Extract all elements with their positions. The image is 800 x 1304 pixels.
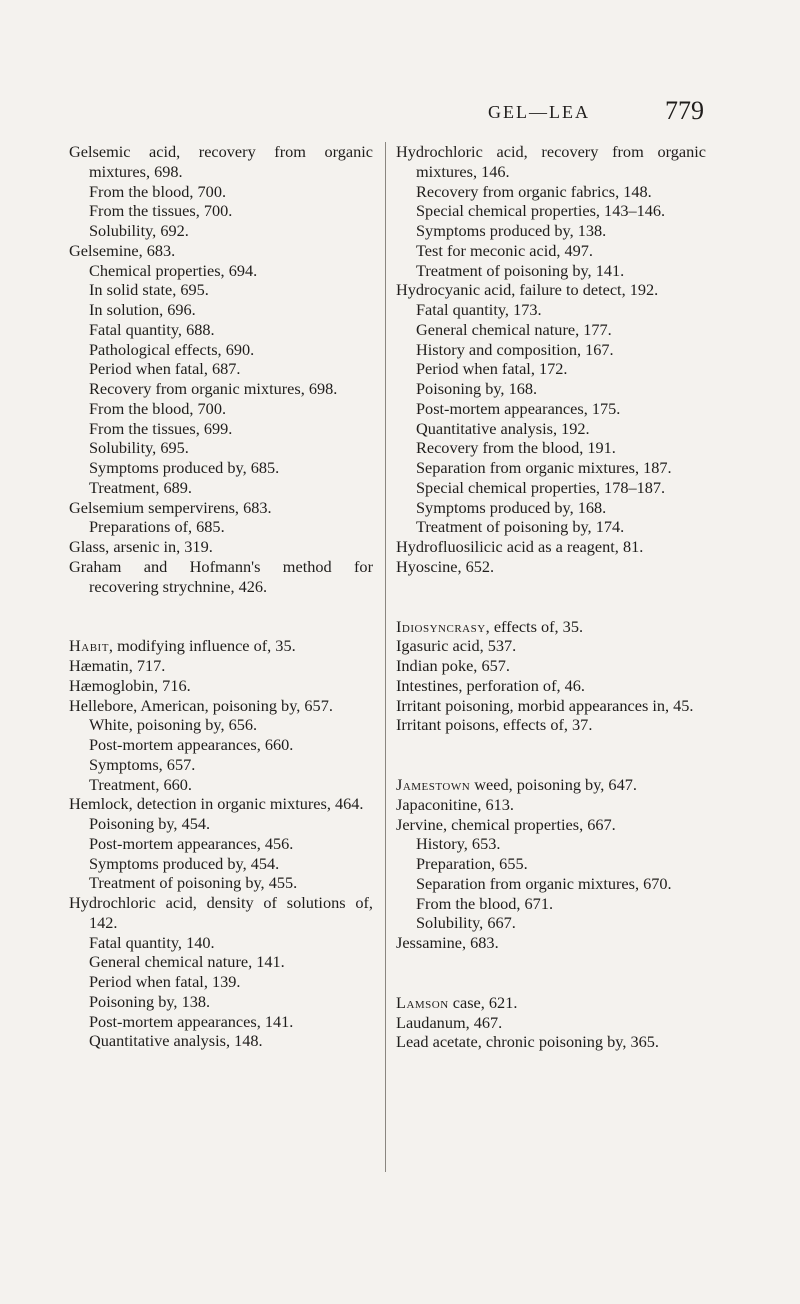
- index-entry-text: Poisoning by, 454.: [89, 814, 211, 833]
- index-entry-text: Treatment, 660.: [89, 774, 192, 794]
- index-entry-text: Post-mortem appearances, 660.: [89, 735, 294, 754]
- index-entry: [69, 656, 373, 676]
- index-entry-text: weed, poisoning by, 647.: [470, 775, 637, 794]
- index-subentry: [69, 952, 373, 972]
- index-entry-text: From the tissues, 700.: [89, 201, 233, 221]
- index-entry-text: White, poisoning by, 656.: [89, 715, 258, 735]
- index-entry-text: Hydrochloric acid, density of solutions of, 142.: [69, 893, 373, 932]
- index-entry-text: Poisoning by, 138.: [89, 991, 211, 1011]
- index-subentry: [396, 241, 706, 261]
- index-subentry: [69, 359, 373, 379]
- index-subentry: [396, 874, 706, 894]
- index-subentry: [396, 913, 706, 933]
- running-title: GEL—LEA: [488, 102, 590, 122]
- index-subentry: [69, 775, 373, 795]
- index-entry: [396, 696, 706, 716]
- index-entry-text: Lead acetate, chronic poisoning by, 365.: [396, 1032, 659, 1052]
- index-entry-text: Pathological effects, 690.: [89, 339, 255, 359]
- index-entry: [396, 993, 706, 1013]
- index-entry: [396, 617, 706, 637]
- index-entry-text: General chemical nature, 141.: [89, 952, 285, 972]
- index-subentry: [69, 478, 373, 498]
- index-subentry: [396, 182, 706, 202]
- index-entry-text: Preparation, 655.: [416, 854, 528, 873]
- index-subentry: [69, 972, 373, 992]
- index-subentry: [396, 320, 706, 340]
- index-entry-text: Symptoms produced by, 138.: [416, 221, 607, 240]
- index-entry-text: Igasuric acid, 537.: [396, 636, 517, 656]
- index-subentry: [69, 261, 373, 281]
- index-entry-text: Japaconitine, 613.: [396, 794, 515, 814]
- index-subentry: [396, 399, 706, 419]
- index-entry-text: Hydrochloric acid, recovery from organic mixtures, 146.: [396, 142, 706, 181]
- index-entry: [69, 537, 373, 557]
- index-entry-text: From the blood, 700.: [89, 398, 227, 418]
- index-subentry: [69, 458, 373, 478]
- index-entry: [396, 1032, 706, 1052]
- index-entry-text: Jervine, chemical properties, 667.: [396, 814, 616, 834]
- index-entry: [396, 280, 706, 300]
- index-entry-text: Quantitative analysis, 192.: [416, 418, 590, 438]
- index-subentry: [69, 399, 373, 419]
- page-header: [0, 96, 800, 126]
- index-entry-text: Recovery from organic mixtures, 698.: [89, 379, 338, 398]
- index-entry-text: Chemical properties, 694.: [89, 260, 258, 280]
- index-entry-text: Symptoms produced by, 685.: [89, 458, 280, 477]
- index-entry-text: History, 653.: [416, 834, 501, 854]
- index-subentry: [69, 517, 373, 537]
- index-subentry: [396, 300, 706, 320]
- index-subentry: [69, 438, 373, 458]
- index-entry-text: Fatal quantity, 140.: [89, 932, 215, 952]
- index-column-left: [69, 142, 373, 1051]
- index-entry-text: case, 621.: [448, 992, 518, 1012]
- index-entry-text: Period when fatal, 139.: [89, 972, 241, 991]
- index-subentry: [69, 320, 373, 340]
- index-entry-text: Gelsemium sempervirens, 683.: [69, 497, 272, 517]
- index-entry-text: Symptoms produced by, 168.: [416, 497, 607, 517]
- index-entry-text: From the tissues, 699.: [89, 418, 233, 438]
- index-entry-text: Indian poke, 657.: [396, 656, 510, 675]
- index-subentry: [396, 458, 706, 478]
- index-entry: [396, 557, 706, 577]
- column-divider: [385, 142, 386, 1172]
- index-entry: [69, 636, 373, 656]
- index-entry-text: Treatment, 689.: [89, 477, 192, 497]
- index-entry-text: Hellebore, American, poisoning by, 657.: [69, 695, 333, 715]
- index-entry-text: Quantitative analysis, 148.: [89, 1031, 263, 1051]
- index-entry-text: In solution, 696.: [89, 300, 196, 319]
- index-subentry: [69, 814, 373, 834]
- index-subentry: [69, 992, 373, 1012]
- index-subentry: [396, 221, 706, 241]
- index-entry: [396, 676, 706, 696]
- index-entry-text: Laudanum, 467.: [396, 1012, 503, 1032]
- index-entry: [396, 656, 706, 676]
- index-entry-text: Gelsemine, 683.: [69, 240, 176, 260]
- index-subentry: [69, 873, 373, 893]
- index-entry-text: Intestines, perforation of, 46.: [396, 675, 585, 695]
- index-subentry: [396, 359, 706, 379]
- index-subentry: [69, 419, 373, 439]
- index-entry-text: From the blood, 671.: [416, 893, 554, 913]
- index-subentry: [396, 894, 706, 914]
- index-entry-text: Treatment of poisoning by, 455.: [89, 873, 298, 893]
- index-entry-text: Hydrofluosilicic acid as a reagent, 81.: [396, 537, 644, 556]
- section-lead-word: Idiosyncrasy: [396, 616, 486, 636]
- index-subentry: [396, 261, 706, 281]
- index-entry: [69, 893, 373, 933]
- index-subentry: [69, 933, 373, 953]
- index-entry: [69, 498, 373, 518]
- index-entry-text: Fatal quantity, 688.: [89, 319, 215, 339]
- index-entry-text: Jessamine, 683.: [396, 933, 499, 952]
- index-entry-text: Recovery from the blood, 191.: [416, 438, 616, 458]
- index-entry: [396, 775, 706, 795]
- index-subentry: [396, 438, 706, 458]
- index-entry-text: Glass, arsenic in, 319.: [69, 537, 213, 556]
- index-entry-text: From the blood, 700.: [89, 181, 227, 201]
- index-entry-text: Special chemical properties, 178–187.: [416, 477, 666, 497]
- index-entry-text: Hæmatin, 717.: [69, 656, 166, 675]
- index-subentry: [69, 280, 373, 300]
- index-subentry: [396, 340, 706, 360]
- index-entry: [396, 795, 706, 815]
- index-entry-text: Post-mortem appearances, 141.: [89, 1011, 294, 1031]
- index-subentry: [69, 300, 373, 320]
- index-entry-text: Test for meconic acid, 497.: [416, 240, 593, 260]
- index-entry-text: Poisoning by, 168.: [416, 379, 538, 398]
- index-entry-text: Post-mortem appearances, 175.: [416, 398, 621, 418]
- index-entry-text: Separation from organic mixtures, 670.: [416, 873, 672, 893]
- index-subentry: [69, 854, 373, 874]
- index-entry-text: Hydrocyanic acid, failure to detect, 192.: [396, 280, 659, 300]
- index-entry-text: Preparations of, 685.: [89, 517, 225, 537]
- index-entry-text: Fatal quantity, 173.: [416, 300, 542, 319]
- index-subentry: [69, 735, 373, 755]
- index-subentry: [396, 498, 706, 518]
- index-entry-text: Treatment of poisoning by, 141.: [416, 260, 625, 280]
- index-subentry: [69, 340, 373, 360]
- index-entry: [69, 142, 373, 182]
- index-entry-text: Solubility, 692.: [89, 221, 189, 240]
- index-entry-text: Symptoms produced by, 454.: [89, 853, 280, 873]
- index-entry-text: Irritant poisoning, morbid appearances in, 45.: [396, 695, 694, 715]
- index-subentry: [69, 755, 373, 775]
- index-subentry: [396, 517, 706, 537]
- index-entry-text: Solubility, 667.: [416, 913, 516, 933]
- index-entry-text: General chemical nature, 177.: [416, 319, 612, 339]
- index-entry-text: Hæmoglobin, 716.: [69, 675, 191, 695]
- index-entry-text: Hemlock, detection in organic mixtures, 464.: [69, 794, 364, 814]
- section-lead-word: Lamson: [396, 992, 449, 1012]
- index-entry: [396, 933, 706, 953]
- index-entry-text: Treatment of poisoning by, 174.: [416, 517, 625, 537]
- section-gap: [396, 735, 706, 775]
- section-gap: [69, 596, 373, 636]
- index-entry: [69, 676, 373, 696]
- index-entry: [69, 557, 373, 597]
- index-entry-text: Separation from organic mixtures, 187.: [416, 458, 672, 477]
- index-subentry: [396, 379, 706, 399]
- index-entry-text: Period when fatal, 172.: [416, 359, 568, 379]
- index-entry: [69, 794, 373, 814]
- index-subentry: [396, 419, 706, 439]
- index-entry: [396, 636, 706, 656]
- index-subentry: [69, 182, 373, 202]
- index-entry-text: Post-mortem appearances, 456.: [89, 833, 294, 853]
- index-subentry: [69, 221, 373, 241]
- section-gap: [396, 953, 706, 993]
- index-entry: [396, 715, 706, 735]
- index-entry-text: Hyoscine, 652.: [396, 556, 495, 576]
- index-entry-text: Gelsemic acid, recovery from organic mixtures, 698.: [69, 142, 373, 181]
- index-entry-text: History and composition, 167.: [416, 339, 614, 359]
- index-entry-text: , modifying influence of, 35.: [108, 636, 296, 656]
- index-entry-text: Recovery from organic fabrics, 148.: [416, 181, 652, 201]
- index-entry-text: Irritant poisons, effects of, 37.: [396, 715, 593, 735]
- index-subentry: [396, 478, 706, 498]
- section-lead-word: Jamestown: [396, 775, 471, 794]
- index-entry: [396, 1013, 706, 1033]
- index-entry: [69, 696, 373, 716]
- index-subentry: [69, 1012, 373, 1032]
- index-entry-text: Symptoms, 657.: [89, 754, 196, 774]
- index-entry-text: In solid state, 695.: [89, 280, 209, 300]
- section-lead-word: Habit: [69, 636, 109, 656]
- index-entry-text: Period when fatal, 687.: [89, 359, 241, 379]
- index-entry-text: Special chemical properties, 143–146.: [416, 201, 666, 221]
- index-subentry: [69, 834, 373, 854]
- index-subentry: [396, 854, 706, 874]
- index-subentry: [396, 834, 706, 854]
- index-subentry: [69, 201, 373, 221]
- section-gap: [396, 577, 706, 617]
- index-entry: [69, 241, 373, 261]
- index-entry-text: Solubility, 695.: [89, 438, 189, 458]
- page-number: 779: [665, 96, 704, 125]
- index-entry: [396, 142, 706, 182]
- index-subentry: [396, 201, 706, 221]
- index-subentry: [69, 1031, 373, 1051]
- index-subentry: [69, 379, 373, 399]
- index-entry-text: Graham and Hofmann's method for recovering strychnine, 426.: [69, 556, 373, 596]
- index-entry: [396, 815, 706, 835]
- index-subentry: [69, 715, 373, 735]
- index-entry: [396, 537, 706, 557]
- index-entry-text: , effects of, 35.: [485, 616, 584, 636]
- index-column-right: [396, 142, 706, 1052]
